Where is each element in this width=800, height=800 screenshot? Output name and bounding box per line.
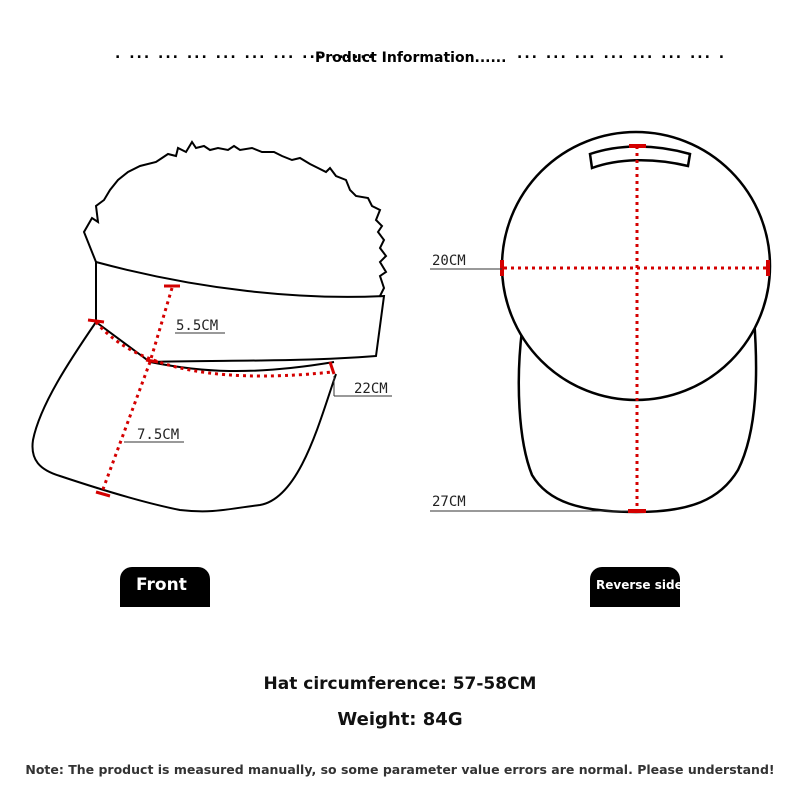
front-tag: [120, 567, 210, 607]
page-title: Product Information......: [315, 50, 507, 66]
header-dots-right: ... ... ... ... ... ... ... .: [517, 46, 727, 62]
measurement-note: Note: The product is measured manually, so some parameter value errors are normal. Please understand!: [25, 762, 775, 777]
measure-width-label: 22CM: [354, 381, 388, 397]
measure-crown-label: 20CM: [432, 253, 466, 269]
measure-length-label: 27CM: [432, 494, 466, 510]
measure-brim-label: 7.5CM: [137, 427, 180, 443]
reverse-tag-label: Reverse side: [596, 578, 683, 592]
cap-band: [96, 262, 384, 362]
front-tag-label: Front: [136, 575, 187, 595]
reverse-tag: [590, 567, 683, 607]
header-dots-left: . ... ... ... ... ... ... ... ......: [115, 46, 375, 62]
measure-top-label: 5.5CM: [176, 318, 219, 334]
brim-inner-line: [150, 362, 334, 371]
hat-circumference: Hat circumference: 57-58CM: [263, 674, 537, 694]
hat-weight: Weight: 84G: [337, 709, 463, 730]
